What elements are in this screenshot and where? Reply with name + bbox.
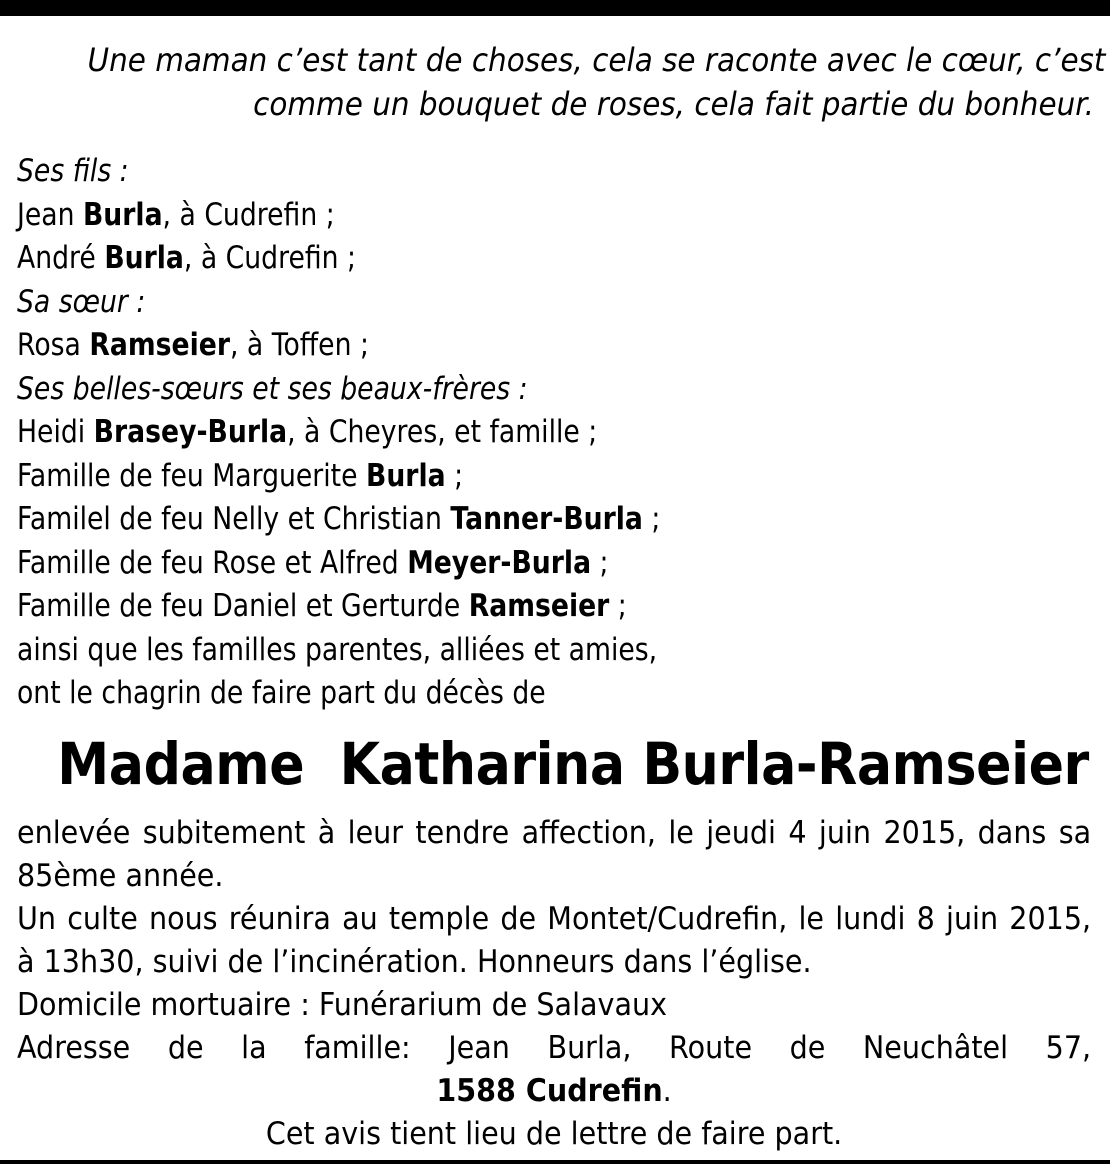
member-suffix: ; <box>642 501 661 537</box>
closing-text: Cet avis tient lieu de lettre de faire part. <box>265 1116 843 1152</box>
member-suffix: , à Cudrefin ; <box>162 196 335 233</box>
family-heading: Ses belles-sœurs et ses beaux-frères : <box>17 370 528 407</box>
member-suffix: ; <box>609 588 627 624</box>
deceased-name-text: Madame Katharina Burla-Ramseier <box>57 730 1089 798</box>
member-suffix: , à Toffen ; <box>229 327 369 363</box>
member-prefix: Famille de feu Daniel et Gerturde <box>17 588 469 624</box>
family-member <box>17 324 877 368</box>
family-text-line: ainsi que les familles parentes, alliées et amies, <box>17 631 658 668</box>
family-member <box>17 194 877 238</box>
member-prefix: André <box>17 240 105 276</box>
family-member <box>17 455 877 499</box>
epigraph-line: Une maman c’est tant de choses, cela se raconte avec le cœur, c’est <box>87 41 1106 79</box>
member-prefix: Famille de feu Marguerite <box>17 457 367 494</box>
family-member <box>17 498 877 542</box>
member-surname: Tanner-Burla <box>450 501 643 537</box>
member-surname: Ramseier <box>468 588 610 624</box>
address-city: 1588 Cudrefin <box>436 1073 663 1109</box>
member-prefix: Familel de feu Nelly et Christian <box>17 501 451 537</box>
member-surname: Ramseier <box>89 327 230 363</box>
family-member <box>17 585 877 629</box>
member-surname: Burla <box>366 457 446 494</box>
family-member <box>17 542 877 586</box>
service-text: Un culte nous réunira au temple de Montet/Cudrefin, le lundi 8 juin 2015, à 13h30, suivi de l’incinération. Honneurs dans l’église. <box>17 901 1092 980</box>
family-heading: Sa sœur : <box>17 283 146 320</box>
member-suffix: ; <box>445 457 464 494</box>
passing-text: enlevée subitement à leur tendre affection, le jeudi 4 juin 2015, dans sa 85ème année. <box>17 815 1092 894</box>
member-surname: Burla <box>82 196 163 233</box>
details <box>17 812 1091 1156</box>
member-surname: Brasey-Burla <box>93 414 288 450</box>
family-text-line: ont le chagrin de faire part du décès de <box>17 675 546 711</box>
member-prefix: Jean <box>17 196 83 233</box>
epigraph-line: comme un bouquet de roses, cela fait partie du bonheur. <box>253 85 1094 123</box>
top-rule <box>0 0 1110 16</box>
address-line: Adresse de la famille: Jean Burla, Route de Neuchâtel 57, <box>17 1030 1092 1066</box>
bottom-rule <box>0 1160 1110 1164</box>
member-suffix: , à Cudrefin ; <box>183 240 357 276</box>
domicile-text: Domicile mortuaire : Funérarium de Salavaux <box>17 987 667 1023</box>
member-surname: Burla <box>104 240 184 276</box>
member-prefix: Famille de feu Rose et Alfred <box>17 544 408 581</box>
deceased-name <box>0 724 1110 804</box>
member-prefix: Rosa <box>17 327 90 363</box>
member-prefix: Heidi <box>17 414 94 450</box>
family-heading: Ses fils : <box>17 153 129 189</box>
family-list <box>17 150 877 716</box>
member-surname: Meyer-Burla <box>407 544 592 581</box>
family-member <box>17 411 877 455</box>
address-city-line <box>17 1070 1091 1113</box>
family-member <box>17 237 877 281</box>
member-suffix: ; <box>591 544 609 581</box>
epigraph <box>87 38 1106 126</box>
member-suffix: , à Cheyres, et famille ; <box>287 414 598 450</box>
address-end: . <box>662 1073 672 1109</box>
